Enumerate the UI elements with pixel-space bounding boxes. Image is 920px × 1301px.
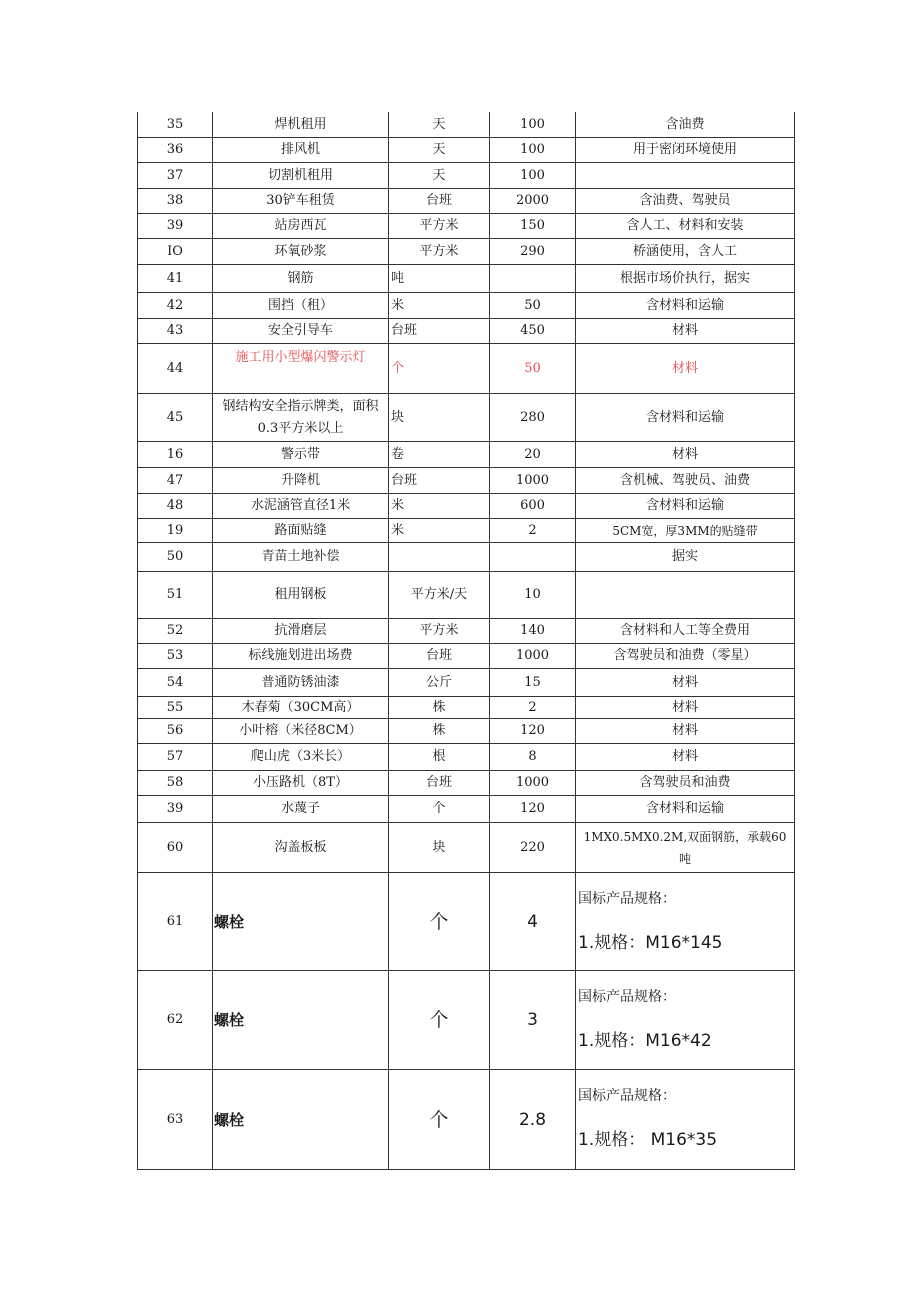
row-number: 44: [166, 360, 184, 376]
row-number: 60: [166, 839, 184, 855]
row-number: IO: [167, 243, 183, 259]
unit-price: 1000: [515, 775, 550, 790]
unit-price: 10: [524, 587, 541, 602]
unit: 卷: [391, 446, 405, 462]
remark: 1MX0.5MX0.2M,双面钢筋，承载60吨: [583, 829, 787, 866]
unit: 台班: [425, 193, 452, 208]
item-name: 施工用小型爆闪警示灯: [235, 350, 366, 365]
table-row: [137, 796, 795, 823]
spec-size: 1.规格： M16*35: [578, 1130, 718, 1150]
unit: 米: [391, 522, 405, 538]
row-number: 61: [166, 913, 184, 929]
unit-price: 2.8: [518, 1109, 547, 1130]
row-number: 56: [166, 723, 184, 738]
remark: 含驾驶员和油费: [639, 775, 731, 790]
item-name: 螺栓: [214, 912, 245, 931]
remark: 含材料和人工等全费用: [619, 623, 750, 638]
table-row: [137, 189, 795, 214]
unit-price: 2: [528, 699, 537, 715]
unit: 平方米: [419, 243, 459, 259]
item-name: 水蔑子: [280, 801, 320, 816]
unit: 个: [432, 801, 446, 816]
remark: 含机械、驾驶员、油费: [619, 472, 750, 488]
row-number: 48: [166, 498, 184, 513]
unit-price: 220: [520, 839, 545, 855]
row-number: 38: [166, 193, 184, 208]
row-number: 19: [166, 522, 184, 538]
table-row: [137, 163, 795, 189]
remark: 桥涵使用，含人工: [632, 243, 737, 259]
unit-price: [490, 543, 575, 571]
table-row: [137, 823, 795, 873]
row-number: 39: [166, 801, 184, 816]
remark: 含油费、驾驶员: [639, 193, 731, 208]
unit: 块: [432, 839, 446, 855]
item-name: 租用钢板: [274, 587, 327, 602]
item-name: 环氧砂浆: [274, 243, 327, 259]
spec-title: 国标产品规格：: [578, 1088, 676, 1104]
row-number: 37: [166, 167, 184, 183]
unit-price: 100: [520, 167, 545, 183]
spec-size: 1.规格：M16*42: [578, 1031, 712, 1051]
unit-price: 100: [520, 142, 545, 157]
table-row: [137, 619, 795, 644]
row-number: 43: [166, 323, 184, 338]
unit-price: 20: [524, 446, 541, 462]
unit-price: 3: [527, 1010, 538, 1030]
remark: [576, 873, 794, 970]
remark: 含材料和运输: [645, 297, 724, 313]
row-number: 36: [166, 142, 184, 157]
unit-price: 140: [520, 623, 545, 638]
unit: 台班: [391, 323, 418, 338]
unit: 平方米/天: [410, 587, 468, 602]
item-name: 围挡（租）: [267, 297, 333, 313]
row-number: 53: [166, 648, 184, 663]
item-name: 青苗土地补偿: [261, 549, 340, 564]
item-name: 水泥涵管直径1米: [250, 498, 351, 513]
table-row: [137, 669, 795, 697]
row-number: 47: [166, 472, 184, 488]
unit-price: 4: [527, 911, 538, 932]
item-name: 抗滑磨层: [274, 623, 327, 638]
table-row: [137, 468, 795, 494]
unit: 米: [391, 498, 405, 513]
unit-price: 8: [528, 749, 537, 764]
item-name: 螺栓: [214, 1011, 245, 1029]
item-name: 焊机租用: [274, 116, 327, 132]
remark: 材料: [671, 749, 698, 764]
unit: 个: [391, 360, 405, 376]
remark: 含人工、材料和安装: [626, 218, 744, 233]
unit: 米: [391, 297, 405, 313]
unit-price: 50: [524, 360, 541, 376]
unit: 平方米: [419, 218, 459, 233]
table-row: [137, 543, 795, 572]
unit: 个: [429, 910, 449, 933]
table-row: [137, 873, 795, 971]
table-row: [137, 572, 795, 619]
table-row: [137, 744, 795, 771]
row-number: 52: [166, 623, 184, 638]
table-row: [137, 442, 795, 468]
row-number: 57: [166, 749, 184, 764]
remark: [576, 163, 794, 188]
table-row: [137, 239, 795, 265]
remark: 5CM宽，厚3MM的贴缝带: [612, 523, 758, 538]
unit-price: 290: [520, 243, 545, 259]
table-row: [137, 494, 795, 519]
unit-price: 1000: [515, 648, 550, 663]
remark: 含驾驶员和油费（零星）: [613, 648, 757, 663]
unit-price: 50: [524, 297, 541, 313]
row-number: 41: [166, 270, 184, 286]
unit: 台班: [425, 775, 452, 790]
remark: 含油费: [665, 116, 705, 132]
table-row: [137, 394, 795, 442]
price-table: [137, 112, 795, 1170]
unit: 个: [429, 1009, 449, 1031]
spec-title: 国标产品规格：: [578, 891, 676, 907]
remark: 含材料和运输: [645, 801, 724, 816]
row-number: 16: [166, 446, 184, 462]
unit-price: [490, 265, 575, 292]
unit: 天: [432, 167, 446, 183]
unit-price: 120: [520, 801, 545, 816]
remark: 材料: [671, 446, 698, 462]
item-name: 站房西瓦: [274, 218, 327, 233]
row-number: 55: [166, 699, 184, 715]
table-row: [137, 697, 795, 719]
unit: 个: [429, 1108, 449, 1131]
unit: 天: [432, 116, 446, 132]
spec-size: 1.规格：M16*145: [578, 933, 723, 953]
remark: 根据市场价执行，据实: [619, 270, 750, 286]
unit-price: 100: [520, 116, 545, 132]
row-number: 58: [166, 775, 184, 790]
item-name: 升降机: [280, 472, 320, 488]
row-number: 45: [166, 409, 184, 425]
item-name: 钢筋: [287, 270, 314, 286]
remark: 材料: [671, 674, 698, 690]
table-row: [137, 319, 795, 344]
remark: 材料: [671, 360, 698, 376]
table-row: [137, 214, 795, 239]
item-name: 标线施划进出场费: [248, 648, 353, 663]
table-row: [137, 644, 795, 669]
remark: [576, 1070, 794, 1169]
remark: 材料: [671, 699, 698, 715]
remark: 材料: [671, 323, 698, 338]
item-name: 螺栓: [214, 1110, 245, 1129]
item-name: 沟盖板板: [274, 839, 327, 855]
table-row: [137, 519, 795, 543]
item-name: 普通防锈油漆: [261, 674, 340, 690]
row-number: 54: [166, 674, 184, 690]
unit: 公斤: [425, 674, 452, 690]
unit: [389, 543, 489, 571]
unit-price: 450: [520, 323, 545, 338]
item-name: 安全引导车: [267, 323, 333, 338]
unit-price: 2: [528, 522, 537, 538]
unit: 台班: [425, 648, 452, 663]
row-number: 42: [166, 297, 184, 313]
item-name: 钢结构安全指示牌类，面积0.3平方米以上: [222, 398, 379, 436]
remark: 用于密闭环境使用: [632, 142, 737, 157]
unit-price: 1000: [515, 472, 550, 488]
unit: 天: [432, 142, 446, 157]
row-number: 39: [166, 218, 184, 233]
unit: 台班: [391, 472, 418, 488]
table-row: [137, 771, 795, 796]
table-row: [137, 112, 795, 138]
table-row: [137, 719, 795, 744]
row-number: 62: [166, 1012, 184, 1027]
unit-price: 120: [520, 723, 545, 738]
unit-price: 600: [520, 498, 545, 513]
item-name: 切割机租用: [267, 167, 333, 183]
unit: 块: [391, 409, 405, 425]
item-name: 小叶榕（米径8CM）: [239, 723, 362, 738]
unit-price: 150: [520, 218, 545, 233]
table-row: [137, 971, 795, 1070]
item-name: 路面贴缝: [274, 522, 327, 538]
table-row: [137, 138, 795, 163]
row-number: 51: [166, 587, 184, 602]
remark: 含材料和运输: [645, 409, 724, 425]
unit: 根: [432, 749, 446, 764]
item-name: 警示带: [280, 446, 320, 462]
unit: 吨: [391, 270, 405, 286]
table-row: [137, 344, 795, 394]
unit: 平方米: [419, 623, 459, 638]
item-name: 排风机: [280, 142, 320, 157]
row-number: 50: [166, 549, 184, 564]
unit: 株: [432, 699, 446, 715]
unit-price: 280: [520, 409, 545, 425]
table-row: [137, 1070, 795, 1170]
remark: 材料: [671, 723, 698, 738]
row-number: 35: [166, 116, 184, 132]
unit: 株: [432, 723, 446, 738]
remark: [576, 572, 794, 618]
unit-price: 2000: [515, 193, 550, 208]
table-row: [137, 265, 795, 293]
remark: [576, 971, 794, 1069]
unit-price: 15: [524, 674, 541, 690]
row-number: 63: [166, 1111, 184, 1127]
remark: 据实: [671, 549, 698, 564]
item-name: 30铲车租赁: [266, 193, 335, 208]
table-row: [137, 293, 795, 319]
remark: 含材料和运输: [645, 498, 724, 513]
item-name: 小压路机（8T）: [253, 775, 348, 790]
spec-title: 国标产品规格：: [578, 989, 676, 1005]
item-name: 爬山虎（3米长）: [250, 749, 351, 764]
item-name: 木春菊（30CM高）: [241, 699, 360, 715]
